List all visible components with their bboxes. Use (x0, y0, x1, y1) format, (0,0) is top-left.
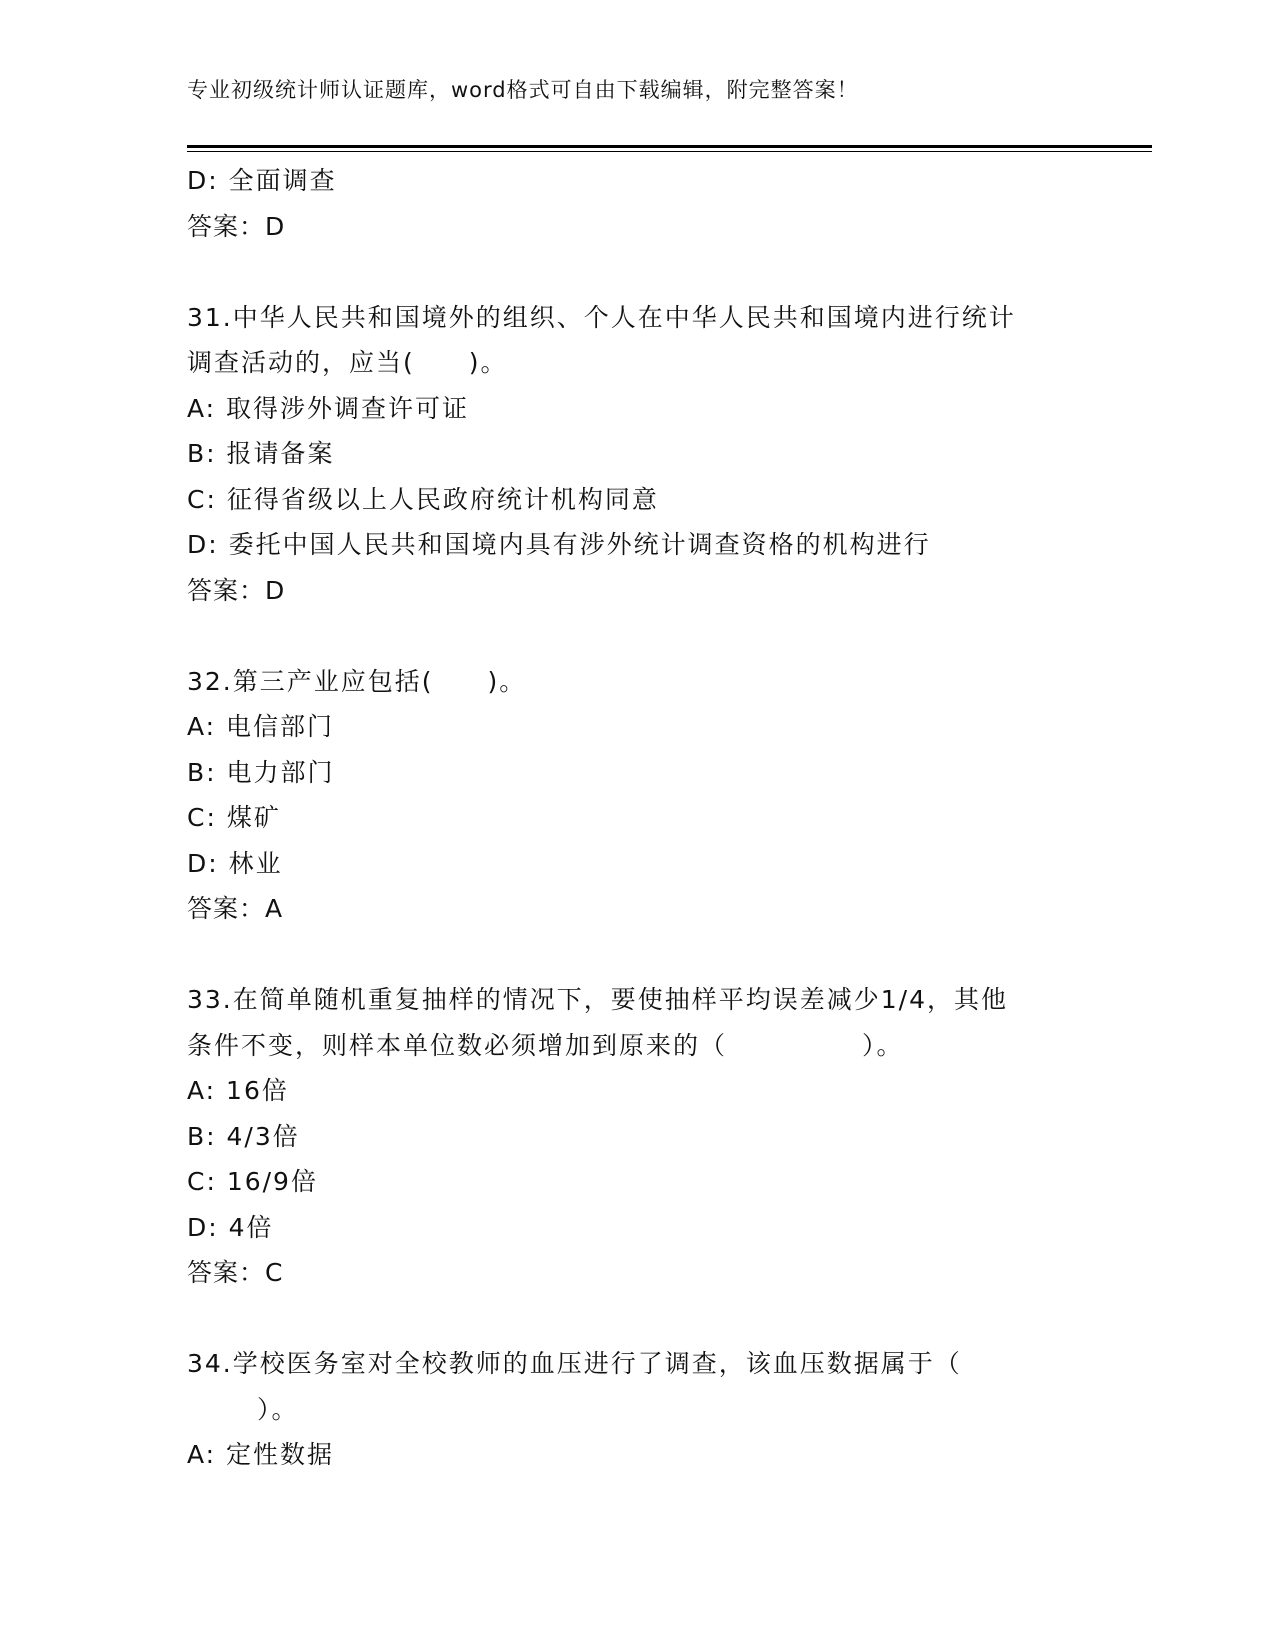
spacer (187, 932, 1087, 978)
option-d: D: 林业 (187, 848, 283, 878)
question-31-stem-cont: 调查活动的，应当( )。 (187, 348, 508, 377)
option-a: A: 16倍 (187, 1076, 289, 1105)
spacer (187, 1296, 1087, 1342)
question-content (187, 158, 1087, 1478)
option-d: D: 4倍 (187, 1212, 274, 1242)
option-a: A: 定性数据 (187, 1440, 335, 1469)
option-c: C: 征得省级以上人民政府统计机构同意 (187, 484, 659, 514)
question-33-stem: 33.在简单随机重复抽样的情况下，要使抽样平均误差减少1/4，其他 (187, 985, 1008, 1014)
question-34-stem: 34.学校医务室对全校教师的血压进行了调查，该血压数据属于（ (187, 1349, 962, 1378)
option-a: A: 取得涉外调查许可证 (187, 393, 470, 423)
option-a: A: 电信部门 (187, 712, 335, 741)
option-b: B: 电力部门 (187, 757, 335, 787)
header-rule-thick (187, 145, 1152, 148)
spacer (187, 249, 1087, 295)
option-b: B: 4/3倍 (187, 1121, 300, 1151)
option-c: C: 16/9倍 (187, 1167, 318, 1196)
answer: 答案：D (187, 211, 286, 241)
answer: 答案：D (187, 575, 286, 605)
option-d: D: 全面调查 (187, 166, 337, 195)
page-header: 专业初级统计师认证题库，word格式可自由下载编辑，附完整答案！ (187, 78, 859, 102)
option-c: C: 煤矿 (187, 803, 281, 832)
question-31-stem: 31.中华人民共和国境外的组织、个人在中华人民共和国境内进行统计 (187, 302, 1016, 332)
answer: 答案：C (187, 1258, 284, 1287)
answer: 答案：A (187, 894, 284, 923)
question-32-stem: 32.第三产业应包括( )。 (187, 666, 527, 696)
option-b: B: 报请备案 (187, 439, 335, 468)
question-33-stem-cont: 条件不变，则样本单位数必须增加到原来的（ ）。 (187, 1030, 904, 1060)
question-34-stem-cont: ）。 (257, 1394, 299, 1424)
header-rule-thin (187, 151, 1152, 152)
option-d: D: 委托中国人民共和国境内具有涉外统计调查资格的机构进行 (187, 530, 931, 559)
spacer (187, 613, 1087, 659)
